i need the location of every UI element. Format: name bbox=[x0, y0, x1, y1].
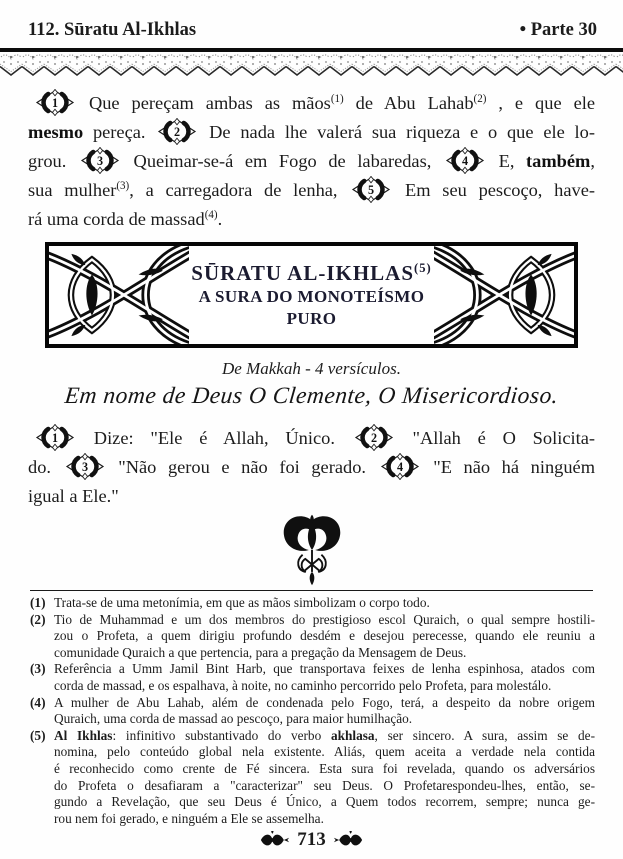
knotwork-panel-left-icon bbox=[49, 246, 189, 344]
footnote-text-line: nomina, pelo conteúdo global nela existente. Aliás, quem aceita a verdade nela contida bbox=[54, 744, 595, 760]
lace-border-icon bbox=[0, 52, 623, 77]
footnote-text-line: é reconhecido como crente de Fé sincera. Esta sura foi revelada, quando os adversários bbox=[54, 760, 595, 776]
arabesque-divider-icon bbox=[272, 514, 352, 586]
svg-text:2: 2 bbox=[370, 431, 377, 445]
footnote-text-line: do Profeta o desafiaram a "caracterizar" seu Deus. O Profetarespondeu-lhes, então, se- bbox=[54, 777, 595, 793]
verse-marker-ornament bbox=[350, 176, 392, 203]
footnote-item bbox=[30, 661, 595, 694]
verse-paragraph-lahab bbox=[28, 89, 595, 234]
bold-word: mesmo bbox=[28, 122, 84, 142]
footnote-reference: (1) bbox=[330, 92, 344, 105]
page-header bbox=[0, 0, 623, 41]
svg-text:3: 3 bbox=[81, 460, 88, 474]
floral-flourish-right-icon bbox=[333, 831, 363, 849]
footnote-text-line: Quraich, uma corda de massad ao pescoço, para maior humilhação. bbox=[54, 711, 413, 727]
verse-text-line: 1 Que pereçam ambas as mãos$^{(1)}$ de Abu Lahab$^{(2)}$ , e que ele bbox=[28, 89, 595, 118]
footnote-reference: (2) bbox=[473, 92, 487, 105]
footnote-text-line: Al Ikhlas: infinitivo substantivado do verbo akhlasa, ser sincero. A sura, assim se de- bbox=[54, 727, 596, 743]
sura-title: SŪRATU AL-IKHLAS$^{(5)}$ bbox=[191, 260, 432, 285]
footnote-number: (4) bbox=[30, 694, 46, 710]
sura-subtitle: A SURA DO MONOTEÍSMO PURO bbox=[198, 286, 425, 328]
verse-text-line: 1 Dize: "Ele é Allah, Único. 2 "Allah é O Solicita- bbox=[28, 424, 595, 453]
verse-paragraph-ikhlas bbox=[28, 424, 595, 511]
svg-text:4: 4 bbox=[396, 460, 403, 474]
footnote-reference: (4) bbox=[204, 208, 218, 221]
svg-text:2: 2 bbox=[174, 125, 181, 139]
footnote-text-line: Referência a Umm Jamil Bint Harb, que transportava feixes de lenha espinhosa, atados com bbox=[54, 661, 595, 677]
page-footer bbox=[0, 829, 623, 851]
footnote-item bbox=[30, 695, 595, 728]
verse-text-line: igual a Ele." bbox=[28, 486, 119, 506]
footnote-rule bbox=[30, 590, 593, 591]
footnote-text-line: rou nem foi gerado, e ninguém a Ele se assemelha. bbox=[54, 810, 324, 826]
footnote-text-line: Tio de Muhammad e um dos membros do prestigioso escol Quraich, o qual sempre hostili- bbox=[54, 611, 595, 627]
verse-marker-ornament bbox=[353, 424, 395, 451]
verse-text-line: mesmo pereça. 2 De nada lhe valerá sua riqueza e o que ele lo- bbox=[28, 118, 595, 147]
footnote-text-line: corda de massad, e os espalhava, à noite, no caminho percorrido pelo Profeta, para molestálo. bbox=[54, 677, 552, 693]
verse-marker-ornament bbox=[34, 424, 76, 451]
sura-title-footnote-ref: (5) bbox=[414, 260, 432, 275]
bold-word: Al Ikhlas bbox=[54, 727, 113, 743]
footnote-number: (3) bbox=[30, 661, 46, 677]
svg-text:3: 3 bbox=[96, 154, 103, 168]
bold-word: akhlasa bbox=[330, 727, 375, 743]
sura-title-block bbox=[189, 246, 434, 344]
footnote-text-line: Trata-se de uma metonímia, em que as mãos simbolizam o corpo todo. bbox=[54, 595, 430, 610]
footnote-text-line: comunidade Quraich a que pertencia, para a pregação da Mensagem de Deus. bbox=[54, 644, 467, 660]
footnote-reference: (3) bbox=[116, 179, 130, 192]
verse-marker-ornament bbox=[34, 89, 76, 116]
svg-text:1: 1 bbox=[51, 96, 59, 110]
verse-text-line: rá uma corda de massad$^{(4)}$. bbox=[28, 208, 223, 229]
svg-text:1: 1 bbox=[51, 431, 59, 445]
verse-marker-ornament bbox=[444, 147, 486, 174]
verse-text-line: sua mulher$^{(3)}$, a carregadora de lenha, 5 Em seu pescoço, have- bbox=[28, 176, 595, 205]
knotwork-panel-right-icon bbox=[434, 246, 574, 344]
footnote-item bbox=[30, 595, 595, 612]
floral-flourish-left-icon bbox=[260, 831, 290, 849]
footnote-item bbox=[30, 728, 595, 828]
svg-text:5: 5 bbox=[368, 183, 375, 197]
revelation-origin-line: De Makkah - 4 versículos. bbox=[222, 359, 401, 378]
svg-text:4: 4 bbox=[461, 154, 469, 168]
footnote-item bbox=[30, 612, 595, 662]
footnote-text-line: A mulher de Abu Lahab, além de condenada pelo Fogo, terá, a despeito da nobre origem bbox=[54, 694, 595, 710]
header-part-label: • Parte 30 bbox=[519, 20, 597, 40]
verse-text-line: do. 3 "Não gerou e não foi gerado. 4 "E não há ninguém bbox=[28, 453, 595, 482]
footnote-text-line: zou o Profeta, a quem dirigiu profundo desdém e desejou perecesse, quando ele reuniu a bbox=[54, 628, 595, 644]
footnotes-section bbox=[30, 595, 595, 827]
footnote-number: (1) bbox=[30, 595, 46, 610]
footnote-number: (2) bbox=[30, 611, 46, 627]
verse-text-line: grou. 3 Queimar-se-á em Fogo de labaredas, 4 E, também, bbox=[28, 147, 595, 176]
verse-marker-ornament bbox=[79, 147, 121, 174]
footnote-text-line: gundo a Revelação, que seu Deus é Único, a Quem todos recorrem, sempre; nunca ge- bbox=[54, 794, 595, 810]
page-number: 713 bbox=[297, 829, 326, 851]
sura-title-box bbox=[45, 242, 578, 348]
verse-marker-ornament bbox=[64, 453, 106, 480]
verse-marker-ornament bbox=[379, 453, 421, 480]
verse-marker-ornament bbox=[156, 118, 198, 145]
footnote-number: (5) bbox=[30, 727, 46, 743]
header-chapter-title: 112. Sūratu Al-Ikhlas bbox=[28, 20, 197, 40]
basmala-line: Em nome de Deus O Clemente, O Misericordioso. bbox=[63, 383, 560, 409]
bold-word: também bbox=[526, 151, 591, 171]
